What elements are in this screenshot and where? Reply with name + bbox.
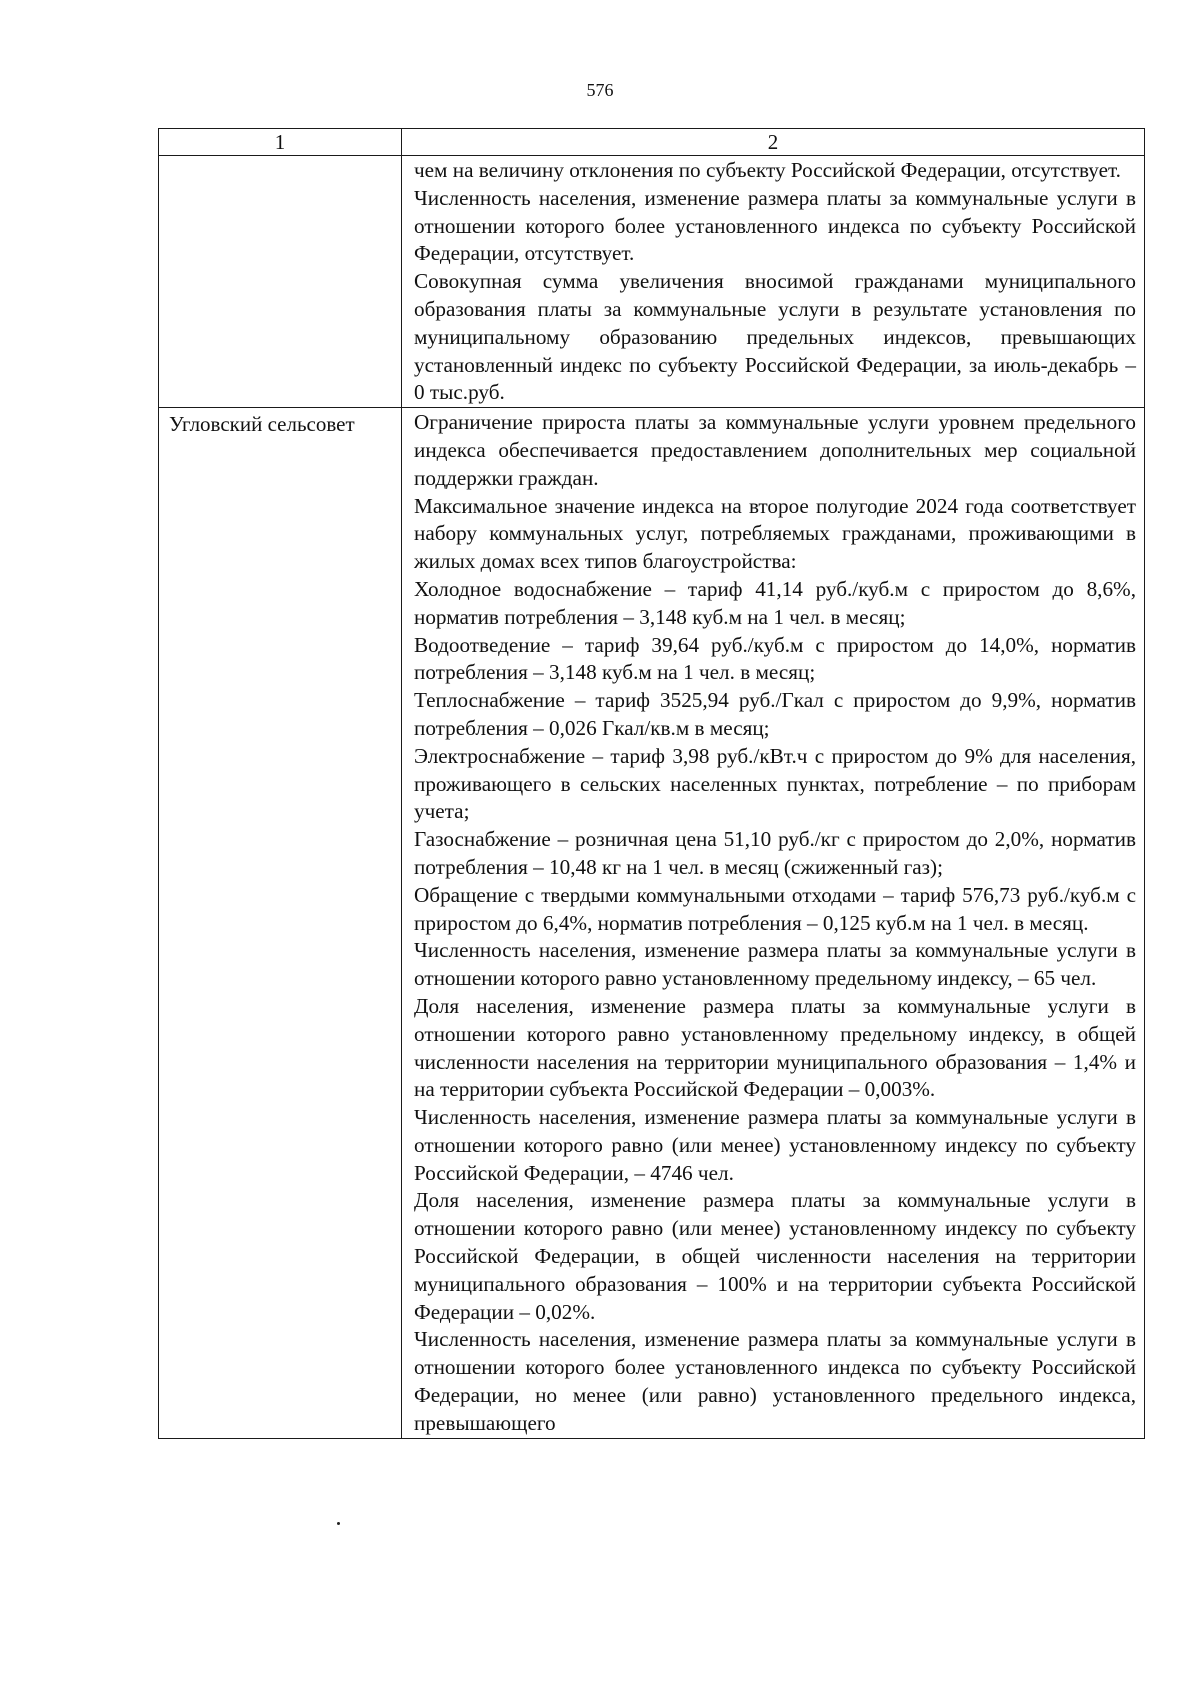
paragraph: Холодное водоснабжение – тариф 41,14 руб./куб.м с приростом до 8,6%, норматив потребления – 3,148 куб.м на 1 чел. в месяц; [414,576,1136,629]
table-row [159,156,1145,408]
paragraph: Доля населения, изменение размера платы за коммунальные услуги в отношении которого равно установленному предельному индексу, в общей численности населения на территории муниципального образования – 1,4% и на территории субъекта Российской Федерации – 0,003%. [414,993,1136,1102]
table-row [159,408,1145,1438]
paragraph: Газоснабжение – розничная цена 51,10 руб./кг с приростом до 2,0%, норматив потребления – 10,48 кг на 1 чел. в месяц (сжиженный газ); [414,827,1136,879]
paragraph: Численность населения, изменение размера платы за коммунальные услуги в отношении которого равно установленному предельному индексу, – 65 чел. [414,938,1136,991]
paragraph: Теплоснабжение – тариф 3525,94 руб./Гкал с приростом до 9,9%, норматив потребления – 0,026 Гкал/кв.м в месяц; [414,688,1136,740]
paragraph: Доля населения, изменение размера платы за коммунальные услуги в отношении которого равно (или менее) установленному индексу по субъекту Российской Федерации, в общей численности населения на территории муниципального образования – 100% и на территории субъекта Российской Федерации – 0,02%. [414,1188,1136,1324]
document-table [158,128,1145,1439]
column-header-1: 1 [159,129,402,156]
paragraph: Численность населения, изменение размера платы за коммунальные услуги в отношении которого равно (или менее) установленному индексу по субъекту Российской Федерации, – 4746 чел. [414,1105,1136,1185]
municipality-name-cell [159,156,402,408]
paragraph: Водоотведение – тариф 39,64 руб./куб.м с приростом до 14,0%, норматив потребления – 3,148 куб.м на 1 чел. в месяц; [414,632,1136,685]
paragraph: Совокупная сумма увеличения вносимой гражданами муниципального образования платы за коммунальные услуги в результате установления по муниципальному образованию предельных индексов, превышающих установленный индекс по субъекту Российской Федерации, за июль-декабрь – 0 тыс.руб. [414,269,1136,405]
paragraph: чем на величину отклонения по субъекту Российской Федерации, отсутствует. [414,158,1121,182]
paragraph: Обращение с твердыми коммунальными отходами – тариф 576,73 руб./куб.м с приростом до 6,4%, норматив потребления – 0,125 куб.м на 1 чел. в месяц. [414,882,1136,935]
description-cell [402,408,1145,1438]
paragraph: Максимальное значение индекса на второе полугодие 2024 года соответствует набору коммунальных услуг, потребляемых гражданами, проживающими в жилых домах всех типов благоустройства: [414,493,1136,574]
paragraph: Электроснабжение – тариф 3,98 руб./кВт.ч с приростом до 9% для населения, проживающего в сельских населенных пунктах, потребление – по приборам учета; [414,743,1136,824]
column-header-2: 2 [402,129,1145,156]
paragraph: Ограничение прироста платы за коммунальные услуги уровнем предельного индекса обеспечивается предоставлением дополнительных мер социальной поддержки граждан. [414,410,1136,490]
paragraph: Численность населения, изменение размера платы за коммунальные услуги в отношении которого более установленного индекса по субъекту Российской Федерации, но менее (или равно) установленного предельного индекса, превышающего [414,1327,1136,1435]
paragraph: Численность населения, изменение размера платы за коммунальные услуги в отношении которого более установленного индекса по субъекту Российской Федерации, отсутствует. [414,185,1136,266]
scan-speck [337,1522,340,1525]
description-cell [402,156,1145,408]
municipality-name-cell: Угловский сельсовет [159,408,402,1438]
page-number: 576 [586,80,614,100]
table-header-row [159,129,1145,156]
